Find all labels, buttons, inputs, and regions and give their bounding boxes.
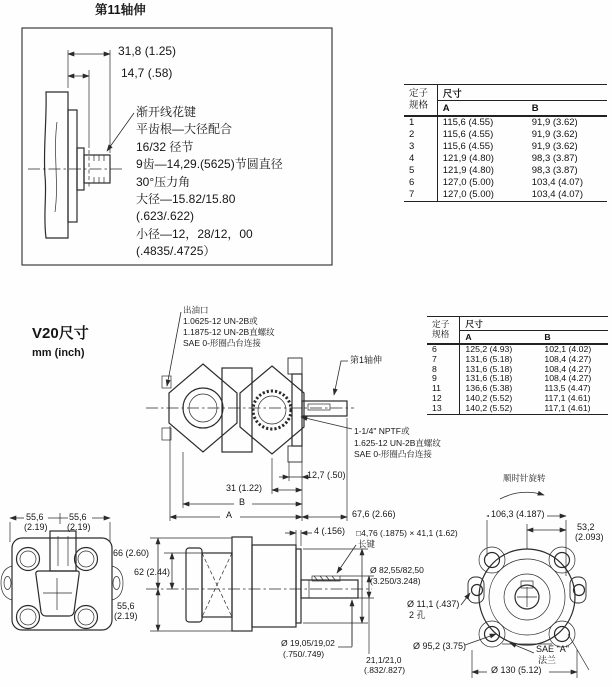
- spec-cell: 7: [404, 189, 437, 202]
- dim-b-cell: 117,1 (4.61): [544, 392, 591, 403]
- dim-b-cell: 108,4 (4.27): [544, 353, 592, 364]
- dim-a-cell: 136,6 (5.38): [465, 383, 513, 394]
- key-spec: □4,76 (.1875) × 41,1 (1.62): [356, 528, 458, 538]
- dim-b-cell: 113,5 (4.47): [544, 383, 591, 394]
- dim-12-7: 12,7 (.50): [307, 470, 346, 480]
- spec-cell: 9: [427, 374, 460, 384]
- dim-53-2-in: (2.093): [575, 532, 604, 542]
- dim-a-cell: 127,0 (5.00): [437, 189, 527, 202]
- dim-header-cell: 尺寸: [437, 85, 607, 101]
- spec-cell: 3: [404, 141, 437, 153]
- front-flange-view: [1, 513, 123, 630]
- dim-b-cell: 103,4 (4.07): [527, 189, 607, 202]
- spec-cell: 6: [404, 177, 437, 189]
- dim-b-cell: 98,3 (3.87): [531, 153, 578, 164]
- dim-a-cell: 127,0 (5.00): [442, 177, 494, 188]
- key-name: 长键: [358, 539, 376, 549]
- spline-note-line: (.623/.622): [136, 209, 195, 224]
- dim-b-cell: 117,1 (4.61): [539, 404, 608, 414]
- spec-header-line2: 规格: [432, 329, 450, 339]
- spec-header-line1: 定子: [409, 88, 429, 99]
- dim-a-cell: 125,2 (4.93): [465, 344, 513, 354]
- spec-cell: 2: [404, 129, 437, 141]
- spec-header-line1: 定子: [432, 319, 450, 330]
- dim-a-cell: 131,6 (5.18): [465, 373, 513, 384]
- col-a-header: A: [437, 101, 527, 117]
- spline-note-line: 30°压力角: [136, 174, 191, 189]
- stator-table-mid: [427, 316, 608, 415]
- clockwise-arrow-icon: [500, 492, 544, 499]
- dim-a-cell: 131,6 (5.18): [465, 353, 513, 364]
- sae-flange-label: SAE "A": [536, 644, 569, 654]
- table-row: [404, 129, 607, 141]
- dim-b-cell: 98,3 (3.87): [531, 165, 578, 176]
- dim-a-cell: 140,2 (5.52): [465, 392, 513, 403]
- spec-cell: 5: [404, 165, 437, 177]
- dim-b-cell: 102,1 (4.02): [544, 344, 592, 354]
- spline-note-line: (.4835/.4725）: [136, 244, 216, 259]
- dim-55-6-left: 55,6: [26, 512, 44, 522]
- outlet-note-line: 1.0625-12 UN-2B或: [183, 316, 258, 326]
- spec-cell: 11: [427, 384, 460, 394]
- col-b-header: B: [539, 331, 608, 345]
- table-row: [404, 165, 607, 177]
- spec-header-cell: [404, 85, 437, 117]
- inlet-port-note: [354, 426, 441, 461]
- v20-title: V20尺寸: [32, 325, 89, 342]
- dim-b-cell: 91,9 (3.62): [531, 117, 578, 128]
- col-b-header: B: [527, 101, 607, 117]
- dim-55-6-left-in: (2.19): [24, 522, 48, 532]
- pump-side-view: [146, 530, 374, 654]
- dim-19-05-in: (.750/.749): [283, 649, 325, 659]
- rear-flange-view: [461, 516, 589, 678]
- table-row: [404, 189, 607, 202]
- dim-b-cell: 108,4 (4.27): [544, 363, 592, 374]
- dim-55-6-bottom: 55,6: [117, 601, 135, 611]
- dim-b-cell: 91,9 (3.62): [531, 141, 578, 152]
- spline-note-line: 大径—15.82/15.80: [136, 192, 236, 207]
- dim-66: 66 (2.60): [113, 548, 150, 558]
- dim-b-cell: 91,9 (3.62): [531, 129, 578, 140]
- dim-31: 31 (1.22): [226, 483, 263, 493]
- outlet-port-note: [183, 305, 275, 349]
- spec-cell: 4: [404, 153, 437, 165]
- spec-cell: 6: [427, 344, 460, 355]
- inlet-note-line: 1.625-12 UN-2B直螺纹: [354, 437, 441, 448]
- inlet-note-line: 1-1/4" NPTF或: [354, 426, 410, 436]
- outlet-note-line: 1.1875-12 UN-2B直螺纹: [183, 327, 275, 337]
- dim-11-1-qty: 2 孔: [409, 610, 426, 620]
- dim-21-1: 21,1/21,0: [366, 655, 402, 665]
- dim-b-cell: 103,4 (4.07): [531, 177, 583, 188]
- sae-flange-label-cn: 法兰: [538, 655, 557, 665]
- dim-14-7: 14,7 (.58): [121, 66, 173, 80]
- spec-header-line2: 规格: [409, 100, 429, 111]
- dim-82-55: Ø 82,55/82,50: [370, 565, 424, 575]
- dim-a-cell: 121,9 (4.80): [442, 165, 494, 176]
- dim-4: 4 (.156): [314, 526, 346, 536]
- spec-header-cell: [427, 317, 460, 345]
- table-row: [404, 141, 607, 153]
- dim-header-cell: 尺寸: [460, 317, 608, 331]
- dim-a-cell: 140,2 (5.52): [460, 404, 539, 414]
- dim-55-6-right: 55,6: [69, 512, 87, 522]
- dim-a-cell: 121,9 (4.80): [442, 153, 494, 164]
- spec-cell: 1: [404, 116, 437, 129]
- shaft-detail-title: 第11轴伸: [95, 3, 146, 17]
- table-row: [404, 153, 607, 165]
- dim-95-2: Ø 95,2 (3.75): [413, 641, 467, 651]
- table-row: [404, 116, 607, 129]
- dim-55-6-bottom-in: (2.19): [114, 611, 138, 621]
- dim-82-55-in: (3.250/3.248): [370, 576, 421, 586]
- spec-cell: 13: [427, 404, 460, 414]
- dim-b-cell: 108,4 (4.27): [544, 373, 592, 384]
- dim-a-cell: 115,6 (4.55): [442, 129, 494, 140]
- dim-130: Ø 130 (5.12): [491, 665, 542, 675]
- dim-a-cell: 115,6 (4.55): [442, 141, 494, 152]
- rotation-label: 顺时针旋转: [503, 473, 546, 483]
- table-row: [427, 404, 608, 414]
- spline-note-line: 小径—12，28/12，00: [136, 226, 253, 241]
- dim-31-8: 31,8 (1.25): [118, 44, 177, 58]
- spline-note-line: 渐开线花键: [136, 105, 197, 119]
- spline-note-line: 16/32 径节: [136, 139, 194, 154]
- dim-53-2: 53,2: [577, 522, 595, 532]
- shaft-callout: 第1轴伸: [350, 355, 383, 365]
- col-a-header: A: [460, 331, 539, 345]
- spline-notes: [136, 104, 283, 261]
- dim-a-label: A: [226, 510, 233, 520]
- spec-cell: 7: [427, 355, 460, 365]
- spline-note-line: 9齿—14,29.(5625)节圆直径: [136, 157, 283, 172]
- dim-19-05: Ø 19,05/19,02: [281, 638, 335, 648]
- v20-unit: mm (inch): [32, 347, 85, 359]
- spline-note-line: 平齿根—大径配合: [136, 122, 233, 137]
- dim-b-label: B: [239, 497, 246, 507]
- dim-55-6-right-in: (2.19): [67, 522, 91, 532]
- inlet-note-line: SAE 0-形圈凸台连接: [354, 449, 432, 459]
- outlet-note-line: SAE 0-形圈凸台连接: [183, 338, 261, 348]
- dim-11-1: Ø 11,1 (.437): [407, 599, 460, 609]
- dim-67-6: 67,6 (2.66): [352, 509, 396, 519]
- dim-62: 62 (2.44): [134, 567, 171, 577]
- dim-106-3: 106,3 (4.187): [491, 509, 545, 519]
- dim-a-cell: 131,6 (5.18): [465, 363, 513, 374]
- table-row: [404, 177, 607, 189]
- stator-table-top: [404, 84, 607, 202]
- outlet-note-line: 出油口: [183, 305, 209, 315]
- dim-21-1-in: (.832/.827): [364, 665, 406, 675]
- dim-a-cell: 115,6 (4.55): [442, 117, 494, 128]
- spec-cell: 8: [427, 365, 460, 375]
- spec-cell: 12: [427, 394, 460, 404]
